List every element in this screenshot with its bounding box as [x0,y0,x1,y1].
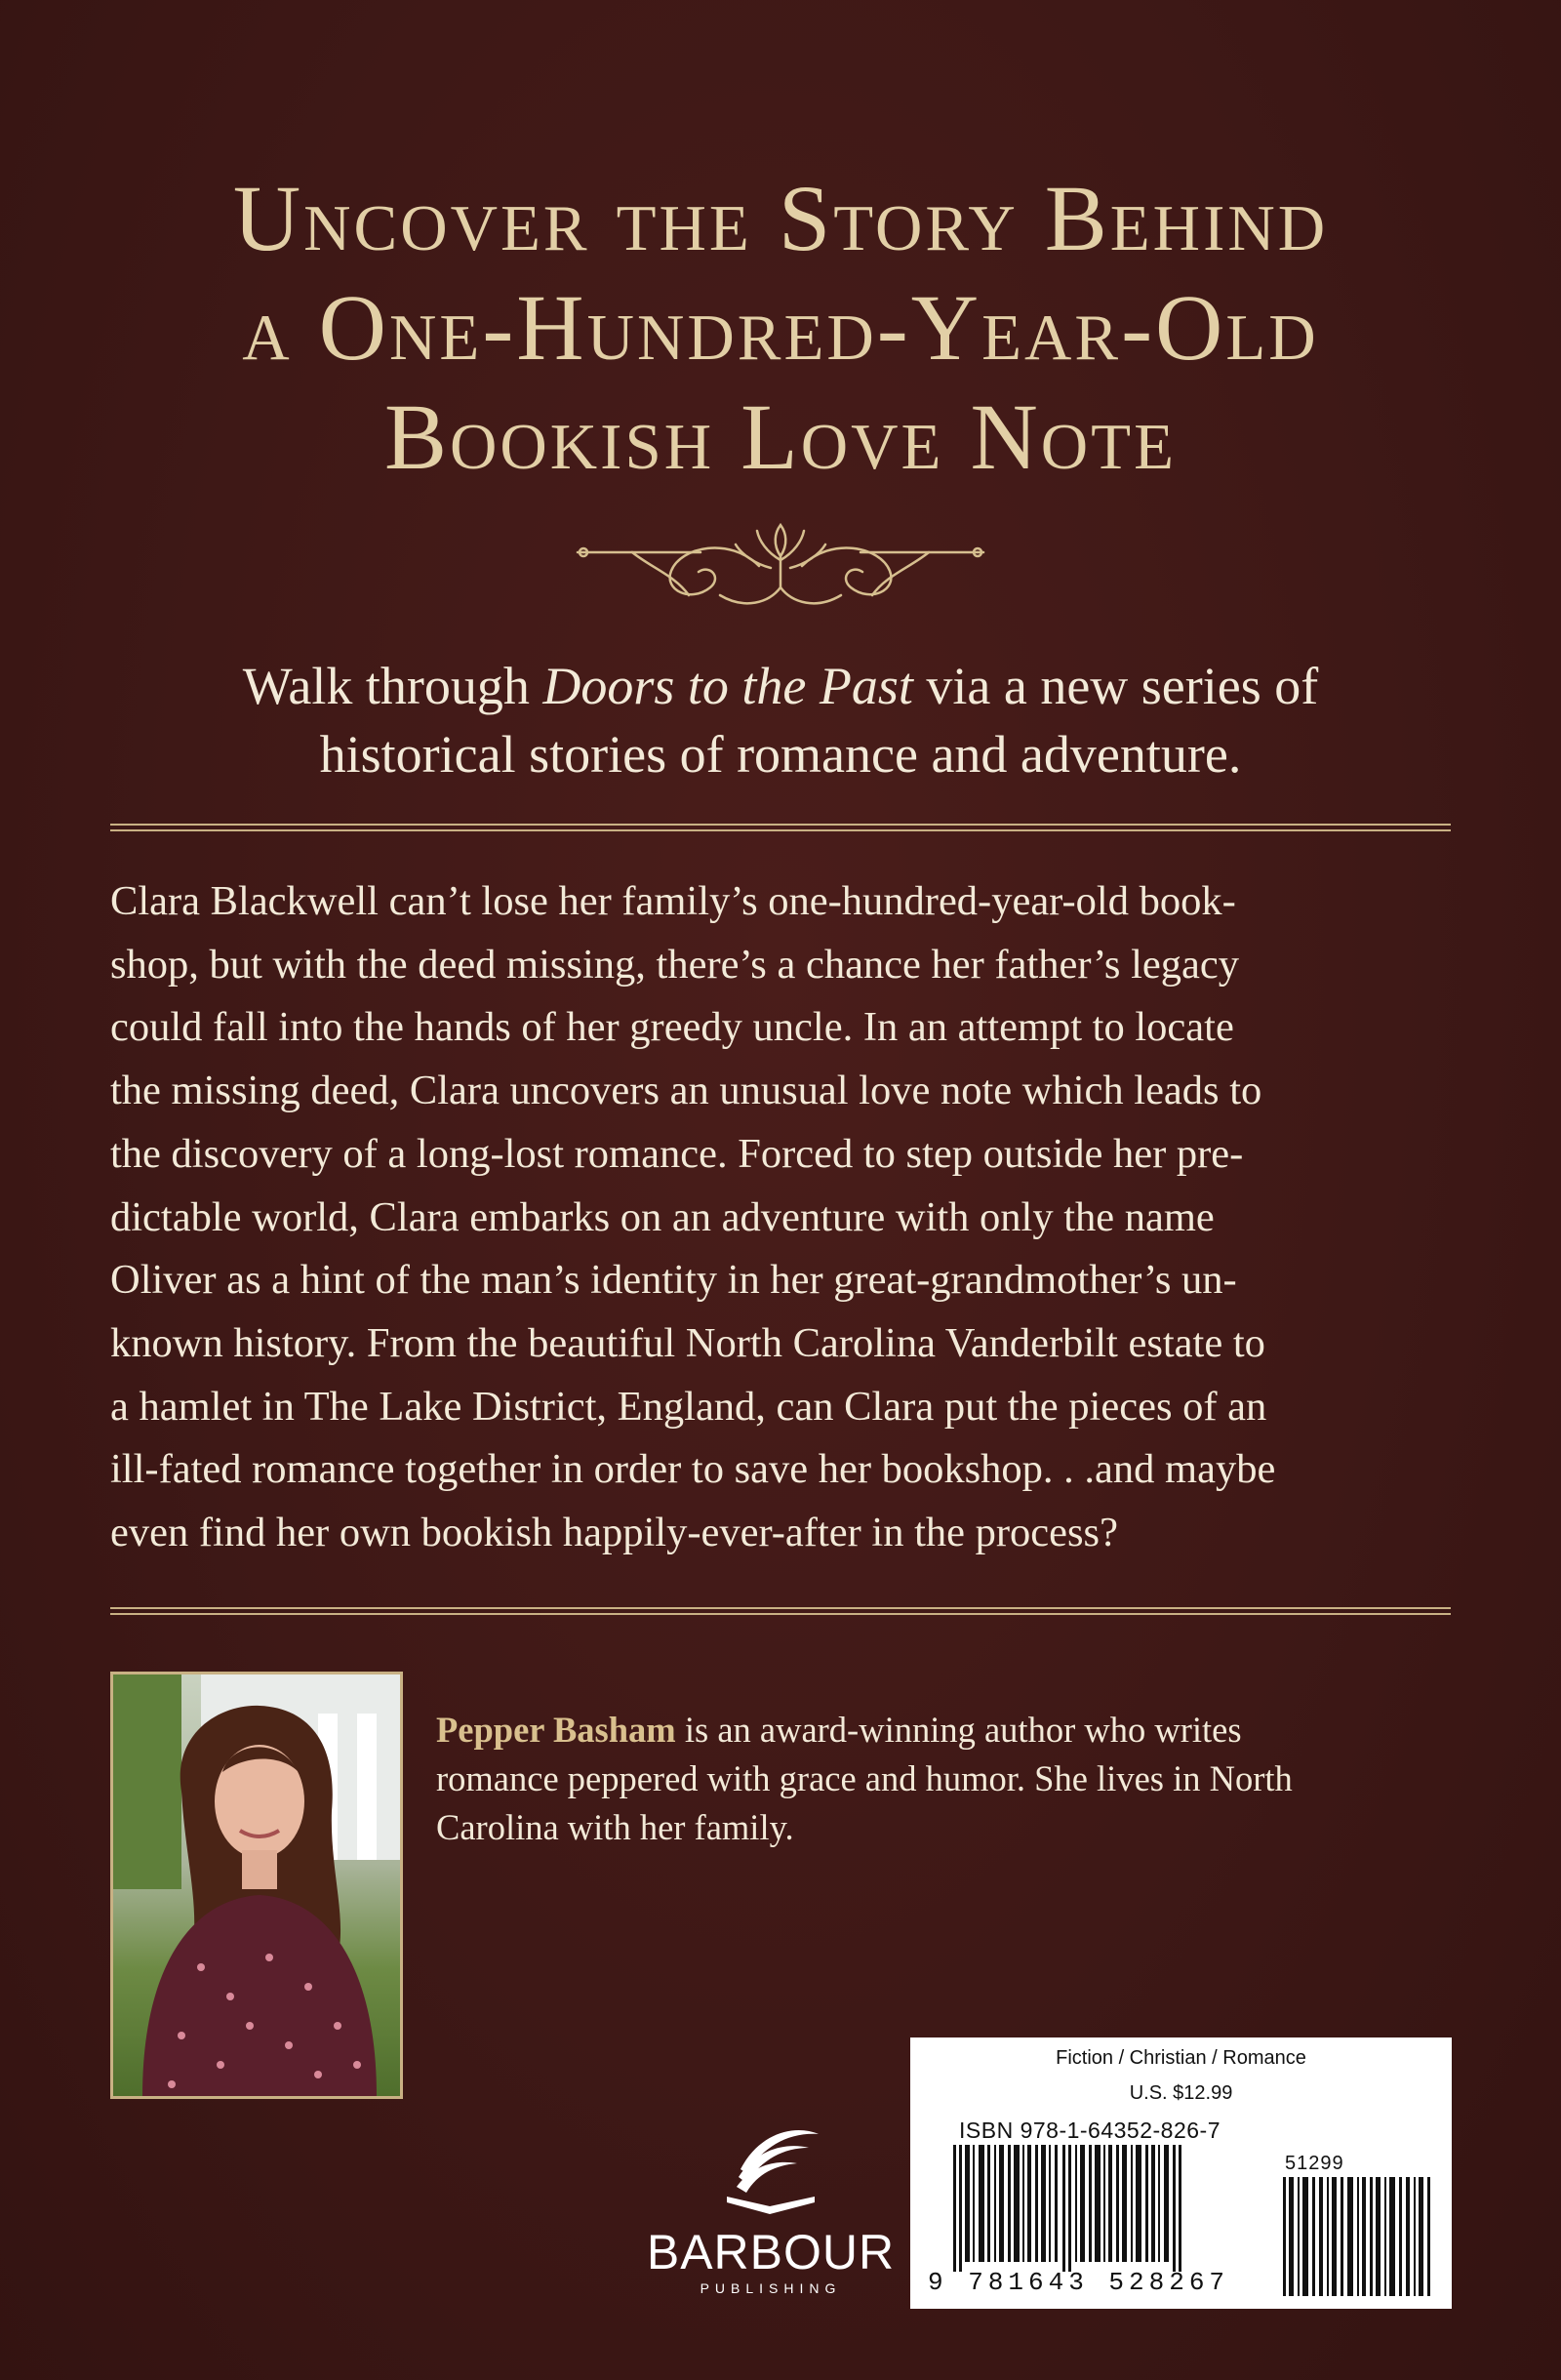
barcode-main-icon [953,2145,1181,2272]
price: U.S. $12.99 [1129,2082,1233,2104]
blurb-line: Oliver as a hint of the man’s identity in her great-grandmother’s un- [110,1257,1237,1304]
blurb-line: even find her own bookish happily-ever-after in the process? [110,1510,1118,1556]
barcode-panel [910,2037,1452,2309]
price-addon-code: 51299 [1285,2153,1344,2174]
divider-top [110,824,1451,831]
author-bio-line-1: is an award-winning author who writes [675,1710,1242,1750]
blurb-line: the missing deed, Clara uncovers an unusual love note which leads to [110,1068,1262,1114]
author-bio-line-2: romance peppered with grace and humor. She lives in North [436,1758,1293,1798]
publisher-subname: PUBLISHING [700,2280,842,2296]
divider-bottom [110,1607,1451,1615]
author-portrait-icon [113,1674,400,2096]
barcode-digits: 9 781643 528267 [928,2268,1230,2297]
author-bio [436,1706,1470,1852]
flourish-ornament-icon [574,517,987,615]
barcode-addon-icon [1283,2177,1433,2296]
headline-line-3: Bookish Love Note [383,384,1178,489]
headline-line-1: Uncover the Story Behind [232,166,1329,270]
author-photo [110,1672,403,2099]
blurb-line: ill-fated romance together in order to save her bookshop. . .and maybe [110,1446,1276,1493]
blurb-line: could fall into the hands of her greedy uncle. In an attempt to locate [110,1004,1234,1051]
blurb-line: a hamlet in The Lake District, England, can Clara put the pieces of an [110,1383,1267,1430]
tagline [98,652,1463,788]
publisher-logo [624,2113,917,2327]
publisher-name: BARBOUR [646,2225,896,2279]
tagline-after: via a new series of [912,657,1319,715]
genre-category: Fiction / Christian / Romance [1056,2047,1306,2069]
open-book-logo-icon [717,2113,824,2220]
blurb-line: dictable world, Clara embarks on an adventure with only the name [110,1193,1215,1240]
headline [0,164,1561,492]
blurb-line: Clara Blackwell can’t lose her family’s one-hundred-year-old book- [110,878,1236,924]
isbn: ISBN 978-1-64352-826-7 [959,2118,1221,2143]
tagline-line-2: historical stories of romance and adventure. [319,725,1242,784]
headline-line-2: a One-Hundred-Year-Old [242,275,1319,380]
tagline-before: Walk through [242,657,543,715]
author-name: Pepper Basham [436,1710,676,1750]
series-title: Doors to the Past [542,657,913,715]
blurb-line: known history. From the beautiful North Carolina Vanderbilt estate to [110,1319,1265,1366]
author-bio-line-3: Carolina with her family. [436,1807,794,1847]
blurb-line: the discovery of a long-lost romance. Forced to step outside her pre- [110,1130,1244,1177]
blurb-line: shop, but with the deed missing, there’s a chance her father’s legacy [110,941,1239,988]
book-blurb [110,870,1457,1565]
